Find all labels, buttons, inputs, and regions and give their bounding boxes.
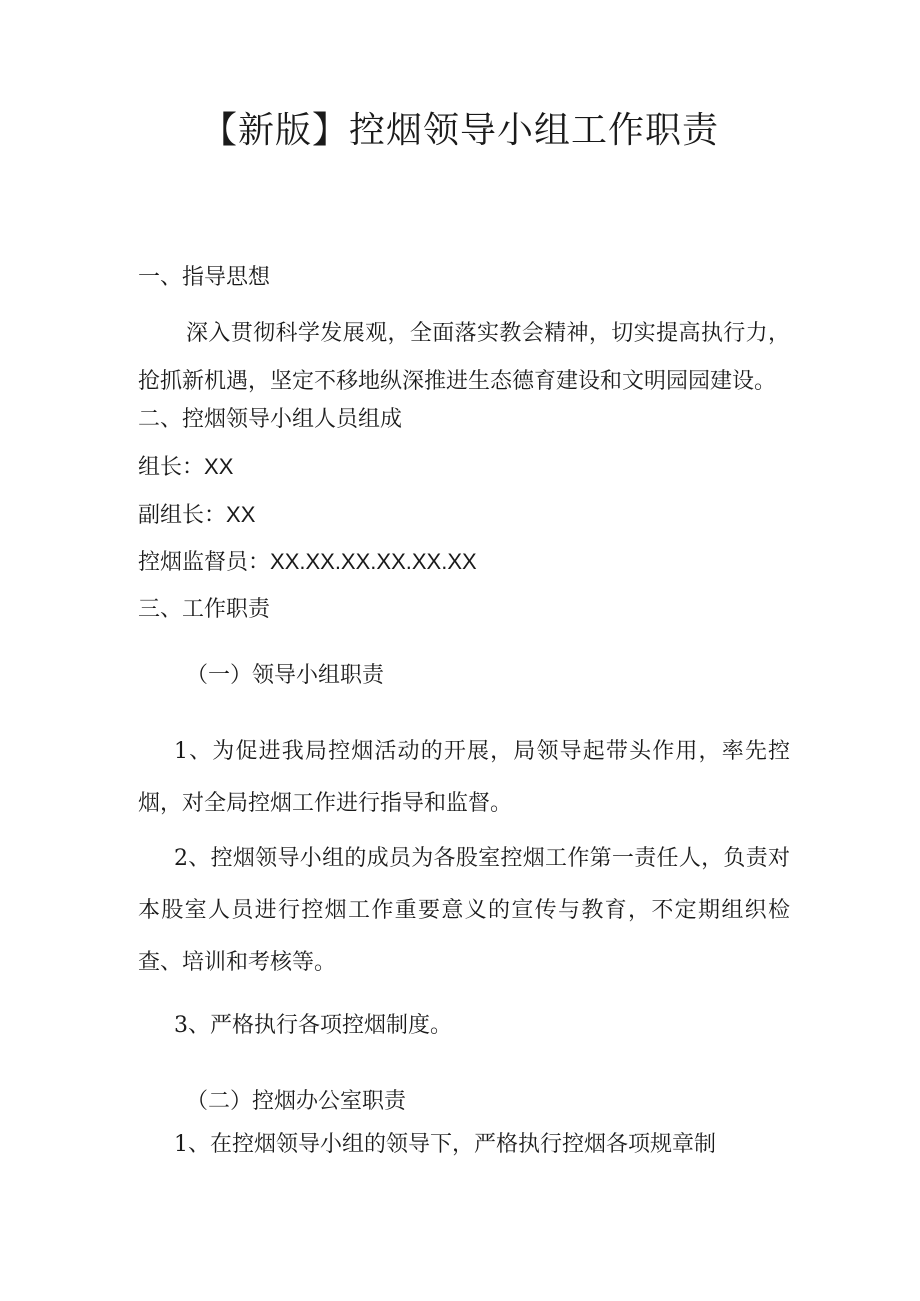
subsection-heading-leading-group: （一）领导小组职责: [186, 663, 385, 688]
guiding-ideology-body: 深入贯彻科学发展观，全面落实教会精神，切实提高执行力，抢抓新机遇，坚定不移地纵深推进生态德育建设和文明园园建设。: [138, 321, 790, 394]
subsection-heading-control-office: （二）控烟办公室职责: [186, 1089, 407, 1114]
leading-group-item-2: 2、控烟领导小组的成员为各股室控烟工作第一责任人，负责对本股室人员进行控烟工作重要意义的宣传与教育，不定期组织检查、培训和考核等。: [138, 846, 790, 975]
section-heading-members: 二、控烟领导小组人员组成: [138, 407, 403, 432]
leading-group-item-1: 1、为促进我局控烟活动的开展，局领导起带头作用，率先控烟，对全局控烟工作进行指导和监督。: [138, 739, 790, 816]
vice-leader-label: 副组长：: [138, 503, 227, 528]
leader-label: 组长：: [138, 455, 205, 480]
supervisor-label: 控烟监督员：: [138, 550, 271, 575]
vice-leader-value: XX: [226, 502, 256, 527]
section-heading-duties: 三、工作职责: [138, 597, 271, 622]
leader-line: [138, 452, 233, 483]
document-title: 【新版】控烟领导小组工作职责: [200, 110, 719, 151]
supervisor-value: XX.XX.XX.XX.XX.XX: [270, 549, 477, 574]
control-office-item-1: 1、在控烟领导小组的领导下，严格执行控烟各项规章制: [174, 1132, 716, 1157]
vice-leader-line: [138, 500, 255, 531]
leading-group-item-3: 3、严格执行各项控烟制度。: [174, 1013, 452, 1038]
supervisor-line: [138, 547, 477, 578]
section-heading-guiding-ideology: 一、指导思想: [138, 265, 271, 290]
leader-value: XX: [204, 454, 234, 479]
